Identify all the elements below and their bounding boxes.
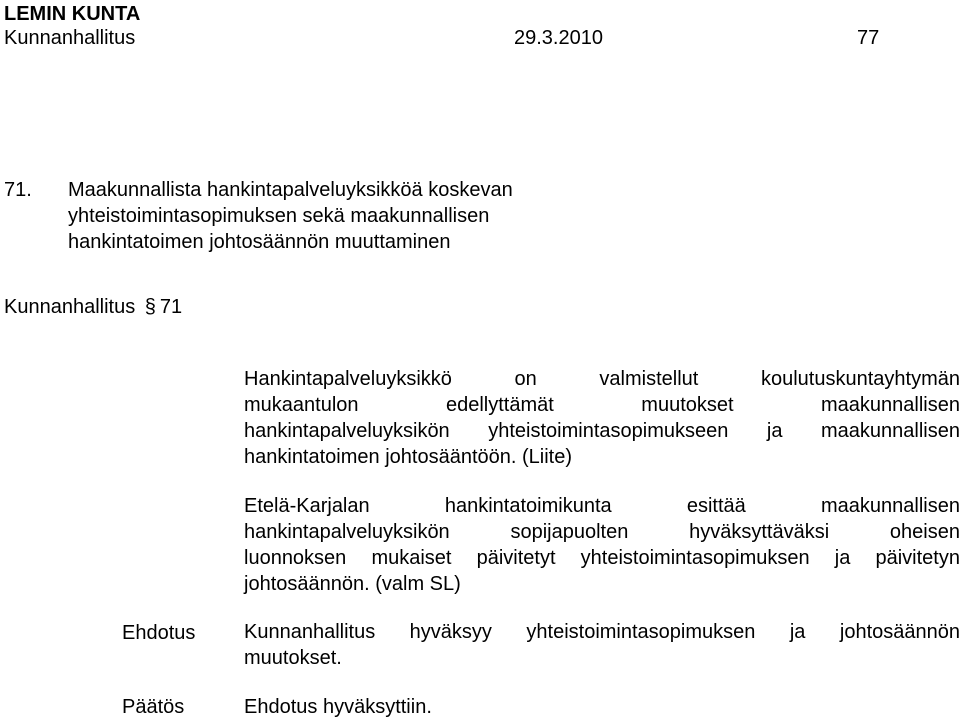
proposal-label: Ehdotus (122, 622, 196, 644)
paragraph-line: Hankintapalveluyksikkö on valmistellut koulutuskuntayhtymän (244, 368, 960, 390)
proposal-line: Kunnanhallitus hyväksyy yhteistoimintasopimuksen ja johtosäännön (244, 621, 960, 643)
item-title-line: Maakunnallista hankintapalveluyksikköä koskevan (68, 179, 513, 201)
section-reference (4, 295, 182, 319)
section-number: 71 (159, 296, 183, 318)
item-title-line: hankintatoimen johtosäännön muuttaminen (68, 231, 451, 253)
section-body: Kunnanhallitus (4, 296, 136, 318)
paragraph-preparation (244, 366, 960, 470)
paragraph-line: mukaantulon edellyttämät muutokset maakunnallisen (244, 394, 960, 416)
page-number: 77 (857, 27, 880, 49)
paragraph-line: hankintatoimen johtosääntöön. (Liite) (244, 446, 572, 468)
header-date: 29.3.2010 (514, 27, 603, 49)
paragraph-line: johtosäännön. (valm SL) (244, 573, 461, 595)
decision-label: Päätös (122, 696, 185, 718)
header-body: Kunnanhallitus (4, 27, 136, 49)
municipality-name: LEMIN KUNTA (4, 3, 141, 25)
decision-text: Ehdotus hyväksyttiin. (244, 696, 432, 718)
item-number: 71. (4, 179, 32, 201)
item-title (68, 177, 513, 255)
paragraph-line: Etelä-Karjalan hankintatoimikunta esittää maakunnallisen (244, 495, 960, 517)
paragraph-line: hankintapalveluyksikön sopijapuolten hyväksyttäväksi oheisen (244, 521, 960, 543)
paragraph-committee-proposal (244, 493, 960, 597)
paragraph-line: hankintapalveluyksikön yhteistoimintasopimukseen ja maakunnallisen (244, 420, 960, 442)
item-title-line: yhteistoimintasopimuksen sekä maakunnallisen (68, 205, 490, 227)
section-sign: § (144, 296, 156, 318)
proposal-text (244, 619, 960, 671)
paragraph-line: luonnoksen mukaiset päivitetyt yhteistoimintasopimuksen ja päivitetyn (244, 547, 960, 569)
proposal-line: muutokset. (244, 647, 342, 669)
